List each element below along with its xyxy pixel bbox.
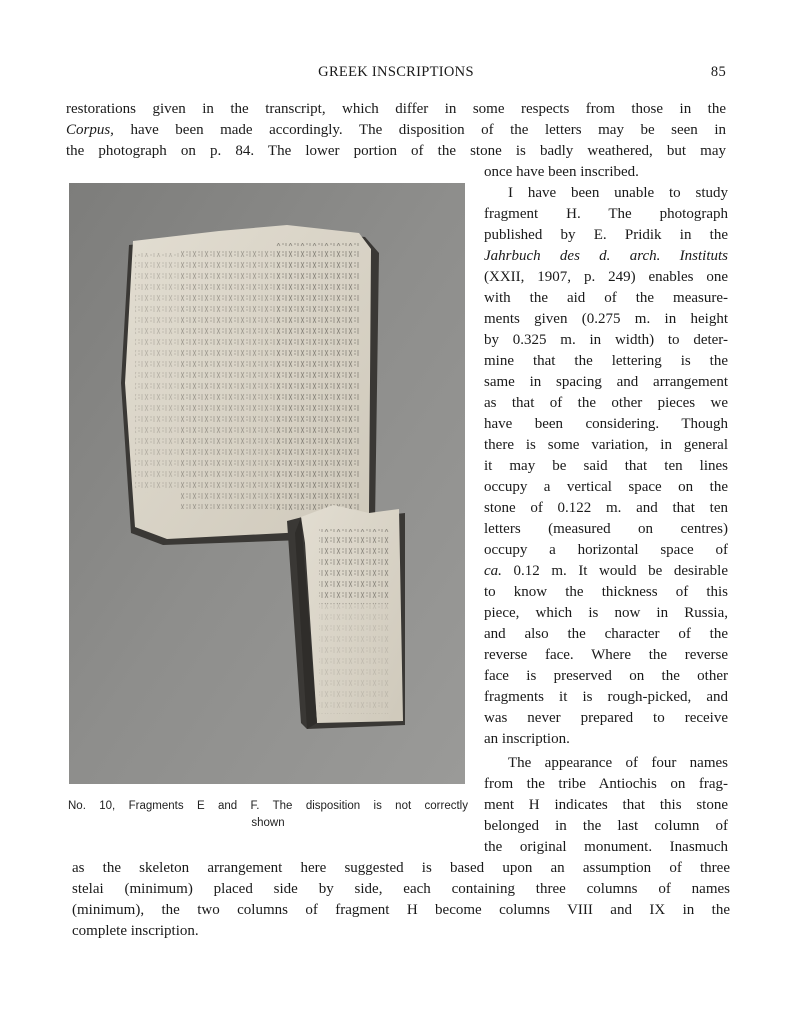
caption-line: shown <box>251 817 285 829</box>
body-line: the photograph on p. 84. The lower portion of the stone is badly weathered, but may <box>66 143 726 159</box>
figure-caption <box>68 798 468 832</box>
body-line <box>66 120 726 141</box>
body-line: was never prepared to receive <box>484 710 728 726</box>
body-line: have been considering. Though <box>484 416 728 432</box>
body-line: from the tribe Antiochis on frag- <box>484 776 728 792</box>
body-line: with the aid of the measure- <box>484 290 728 306</box>
body-line: reverse face. Where the reverse <box>484 647 728 663</box>
body-line: it may be said that ten lines <box>484 458 728 474</box>
body-line: ment H indicates that this stone <box>484 797 728 813</box>
corpus-tail: have been made accordingly. <box>130 122 343 138</box>
body-line: an inscription. <box>484 731 570 747</box>
body-line: and also the character of the <box>484 626 728 642</box>
body-line: stelai (minimum) placed side by side, each containing three columns of names <box>72 881 730 897</box>
running-title: GREEK INSCRIPTIONS <box>318 64 474 80</box>
circa-abbrev: ca. <box>484 563 502 579</box>
page-number: 85 <box>710 64 726 80</box>
body-line: occupy a horizontal space of <box>484 542 728 558</box>
body-line: letters (measured on centres) <box>484 521 728 537</box>
body-line: fragment H. The photograph <box>484 206 728 222</box>
body-line: fragments it is rough-picked, and <box>484 689 728 705</box>
body-line: (minimum), the two columns of fragment H become columns VIII and IX in the <box>72 902 730 918</box>
body-line: as that of the other pieces we <box>484 395 728 411</box>
body-line: face is preserved on the other <box>484 668 728 684</box>
journal-title: Jahrbuch des d. arch. Instituts <box>484 248 728 264</box>
body-line: same in spacing and arrangement <box>484 374 728 390</box>
body-line: the original monument. Inasmuch <box>484 839 728 855</box>
body-line: stone of 0.122 m. and that ten <box>484 500 728 516</box>
body-line: published by E. Pridik in the <box>484 227 728 243</box>
body-line: belonged in the last column of <box>484 818 728 834</box>
body-line-segment: The disposition of the letters may be seen in <box>358 122 726 138</box>
corpus-word: Corpus, <box>66 122 114 138</box>
body-line: complete inscription. <box>72 923 199 939</box>
body-line: The appearance of four names <box>508 755 728 771</box>
body-line: once have been inscribed. <box>484 164 639 180</box>
body-line: (XXII, 1907, p. 249) enables one <box>484 269 728 285</box>
body-line: to know the thickness of this <box>484 584 728 600</box>
body-line: there is some variation, in general <box>484 437 728 453</box>
running-header <box>66 64 726 84</box>
body-line <box>484 246 728 267</box>
body-line: occupy a vertical space on the <box>484 479 728 495</box>
stone-fragments-photo <box>69 183 465 784</box>
body-line: mine that the lettering is the <box>484 353 728 369</box>
body-line: as the skeleton arrangement here suggested is based upon an assumption of three <box>72 860 730 876</box>
body-line: I have been unable to study <box>508 185 728 201</box>
caption-line: No. 10, Fragments E and F. The disposition is not correctly <box>68 800 468 812</box>
body-line <box>484 561 728 582</box>
body-line: by 0.325 m. in width) to deter- <box>484 332 728 348</box>
body-line-segment: 0.12 m. It would be desirable <box>513 563 728 579</box>
body-line: restorations given in the transcript, which differ in some respects from those in the <box>66 101 726 117</box>
body-line: piece, which is now in Russia, <box>484 605 728 621</box>
body-line: ments given (0.275 m. in height <box>484 311 728 327</box>
